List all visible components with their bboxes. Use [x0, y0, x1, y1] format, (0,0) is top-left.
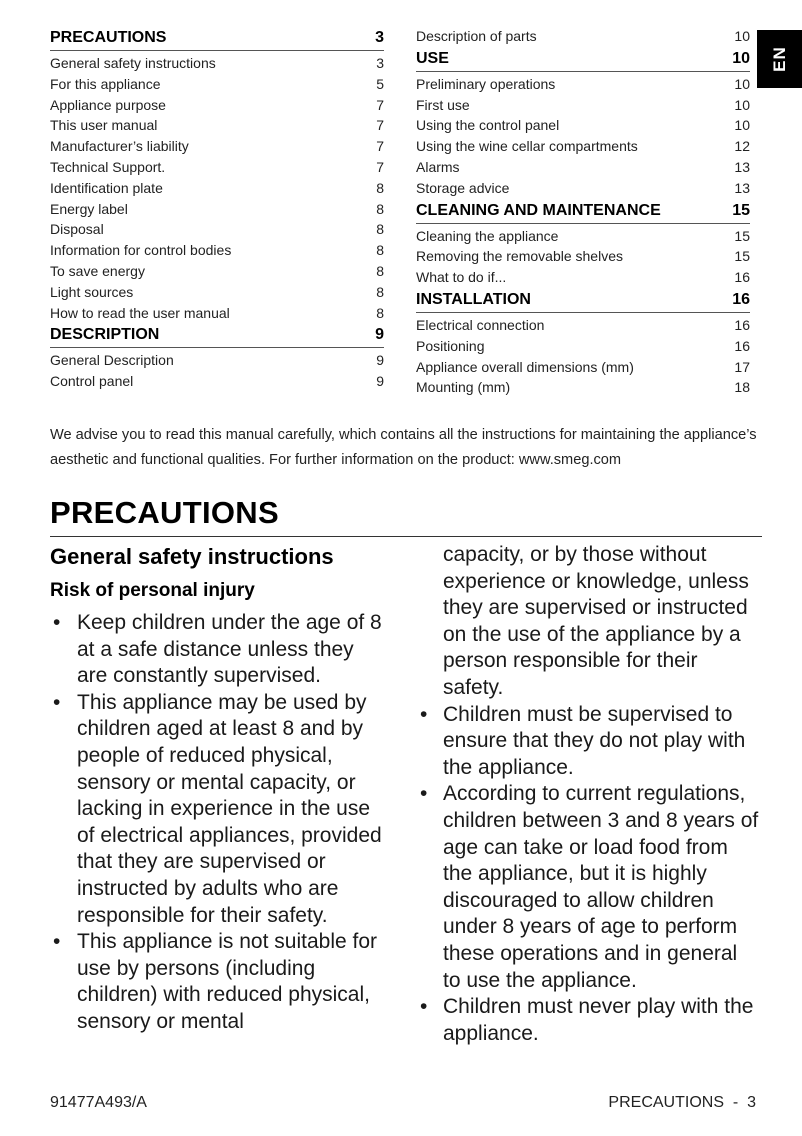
- toc-page-number: 13: [734, 179, 750, 196]
- toc-title: Disposal: [50, 221, 104, 238]
- toc-title: General safety instructions: [50, 55, 216, 71]
- toc-entry[interactable]: [50, 157, 384, 178]
- toc-entry[interactable]: [50, 282, 384, 303]
- body-right-column: [420, 542, 760, 1047]
- toc-section[interactable]: [416, 199, 750, 224]
- toc-entry[interactable]: [50, 95, 384, 116]
- toc-page-number: 8: [376, 283, 384, 300]
- toc-entry[interactable]: [50, 199, 384, 220]
- toc-left-column: [50, 26, 384, 392]
- body-left-column: [50, 542, 388, 1036]
- toc-title: To save energy: [50, 262, 145, 279]
- toc-entry[interactable]: [416, 74, 750, 95]
- toc-page-number: 18: [734, 379, 750, 396]
- toc-entry[interactable]: [50, 261, 384, 282]
- section-heading: General safety instructions: [50, 544, 334, 569]
- toc-entry[interactable]: [416, 315, 750, 336]
- toc-title: Cleaning the appliance: [416, 227, 559, 244]
- toc-entry[interactable]: [50, 240, 384, 261]
- intro-paragraph: We advise you to read this manual carefully, which contains all the instructions for maintaining the appliance’s aesthetic and functional qualities. For further information on the product: www.smeg.com: [50, 427, 757, 468]
- toc-page-number: 3: [376, 55, 384, 71]
- toc-section[interactable]: [50, 323, 384, 348]
- toc-entry[interactable]: [416, 157, 750, 178]
- toc-title: Description of parts: [416, 28, 537, 44]
- sub-heading: Risk of personal injury: [50, 580, 255, 601]
- toc-page-number: 15: [732, 201, 750, 219]
- toc-title: General Description: [50, 352, 174, 369]
- toc-title: Light sources: [50, 283, 134, 300]
- toc-page-number: 7: [376, 117, 384, 134]
- toc-entry[interactable]: [416, 178, 750, 199]
- left-bullet-list: [50, 610, 388, 1036]
- toc-page-number: 8: [376, 242, 384, 259]
- toc-title: Preliminary operations: [416, 75, 556, 92]
- toc-entry[interactable]: [416, 357, 750, 378]
- toc-page-number: 8: [376, 179, 384, 196]
- toc-title: Control panel: [50, 373, 134, 390]
- document-code: 91477A493/A: [50, 1094, 147, 1111]
- toc-title: Identification plate: [50, 179, 163, 196]
- toc-page-number: 16: [734, 316, 750, 333]
- toc-title: Energy label: [50, 200, 128, 217]
- toc-title: Using the wine cellar compartments: [416, 138, 638, 155]
- toc-page-number: 7: [376, 158, 384, 175]
- toc-entry[interactable]: [416, 226, 750, 247]
- bullet-item: • According to current regulations, children between 3 and 8 years of age can take or load food from the appliance, but it is highly discouraged to allow children under 8 years of age to perform these operations and in general to use the appliance.: [420, 781, 760, 994]
- bullet-item: • This appliance may be used by children aged at least 8 and by people of reduced physical, sensory or mental capacity, or lacking in experience in the use of electrical appliances, provided that they are supervised or instructed by adults who are responsible for their safety.: [50, 690, 388, 929]
- bullet-item: • This appliance is not suitable for use by persons (including children) with reduced physical, sensory or mental: [50, 929, 388, 1035]
- toc-title: Storage advice: [416, 179, 510, 196]
- toc-title: PRECAUTIONS: [50, 29, 167, 46]
- toc-title: DESCRIPTION: [50, 326, 160, 344]
- toc-entry[interactable]: [50, 350, 384, 371]
- toc-page-number: 17: [734, 358, 750, 375]
- toc-page-number: 16: [732, 290, 750, 308]
- toc-page-number: 9: [376, 373, 384, 390]
- toc-title: Information for control bodies: [50, 242, 232, 259]
- toc-entry[interactable]: [50, 53, 384, 74]
- toc-title: Mounting (mm): [416, 379, 511, 396]
- toc-title: Technical Support.: [50, 158, 166, 175]
- toc-page-number: 15: [734, 227, 750, 244]
- toc-entry[interactable]: [50, 115, 384, 136]
- toc-entry[interactable]: [50, 136, 384, 157]
- toc-entry[interactable]: [50, 178, 384, 199]
- toc-page-number: 9: [376, 352, 384, 369]
- toc-title: Positioning: [416, 337, 485, 354]
- continued-paragraph: capacity, or by those without experience or knowledge, unless they are supervised or instructed on the use of the appliance by a person responsible for their safety.: [443, 543, 749, 699]
- toc-entry[interactable]: [416, 377, 750, 398]
- language-tab-label: EN: [769, 46, 789, 72]
- toc-entry[interactable]: [416, 246, 750, 267]
- toc-page-number: 10: [734, 117, 750, 134]
- toc-page-number: 8: [376, 304, 384, 321]
- bullet-item: • Keep children under the age of 8 at a safe distance unless they are constantly supervised.: [50, 610, 388, 690]
- right-bullet-list: [420, 702, 760, 1048]
- language-tab: [757, 30, 802, 88]
- toc-entry[interactable]: [416, 136, 750, 157]
- toc-entry[interactable]: [50, 74, 384, 95]
- toc-page-number: 10: [732, 49, 750, 67]
- toc-title: CLEANING AND MAINTENANCE: [416, 201, 661, 219]
- toc-page-number: 3: [375, 29, 384, 46]
- toc-page-number: 7: [376, 138, 384, 155]
- toc-title: First use: [416, 96, 470, 113]
- toc-title: USE: [416, 49, 449, 67]
- page-footer-label: PRECAUTIONS - 3: [608, 1094, 756, 1111]
- toc-section[interactable]: [416, 288, 750, 313]
- toc-page-number: 10: [734, 75, 750, 92]
- toc-section[interactable]: [416, 47, 750, 72]
- toc-entry[interactable]: [416, 95, 750, 116]
- toc-entry[interactable]: [416, 267, 750, 288]
- toc-page-number: 16: [734, 337, 750, 354]
- toc-title: Manufacturer’s liability: [50, 138, 189, 155]
- toc-title: This user manual: [50, 117, 158, 134]
- toc-title: For this appliance: [50, 75, 161, 92]
- toc-title: Removing the removable shelves: [416, 248, 623, 265]
- toc-page-number: 10: [734, 28, 750, 44]
- toc-title: Alarms: [416, 158, 460, 175]
- toc-title: Appliance overall dimensions (mm): [416, 358, 634, 375]
- bullet-item: • Children must be supervised to ensure that they do not play with the appliance.: [420, 702, 760, 782]
- bullet-item: • Children must never play with the appliance.: [420, 994, 760, 1047]
- toc-page-number: 13: [734, 158, 750, 175]
- toc-title: INSTALLATION: [416, 290, 531, 308]
- toc-page-number: 16: [734, 269, 750, 286]
- toc-entry[interactable]: [50, 219, 384, 240]
- page-title: PRECAUTIONS: [50, 494, 762, 537]
- toc-entry[interactable]: [416, 336, 750, 357]
- toc-page-number: 8: [376, 221, 384, 238]
- toc-entry[interactable]: [50, 371, 384, 392]
- toc-right-column: [416, 26, 750, 398]
- toc-page-number: 15: [734, 248, 750, 265]
- toc-title: Using the control panel: [416, 117, 560, 134]
- toc-page-number: 8: [376, 200, 384, 217]
- toc-title: How to read the user manual: [50, 304, 230, 321]
- toc-page-number: 7: [376, 96, 384, 113]
- toc-page-number: 9: [375, 326, 384, 344]
- toc-title: Electrical connection: [416, 316, 545, 333]
- toc-entry[interactable]: [416, 115, 750, 136]
- toc-page-number: 10: [734, 96, 750, 113]
- toc-page-number: 12: [734, 138, 750, 155]
- toc-section[interactable]: [50, 26, 384, 51]
- toc-entry[interactable]: [416, 26, 750, 47]
- toc-title: What to do if...: [416, 269, 507, 286]
- toc-entry[interactable]: [50, 303, 384, 324]
- toc-page-number: 8: [376, 262, 384, 279]
- toc-page-number: 5: [376, 75, 384, 92]
- toc-title: Appliance purpose: [50, 96, 166, 113]
